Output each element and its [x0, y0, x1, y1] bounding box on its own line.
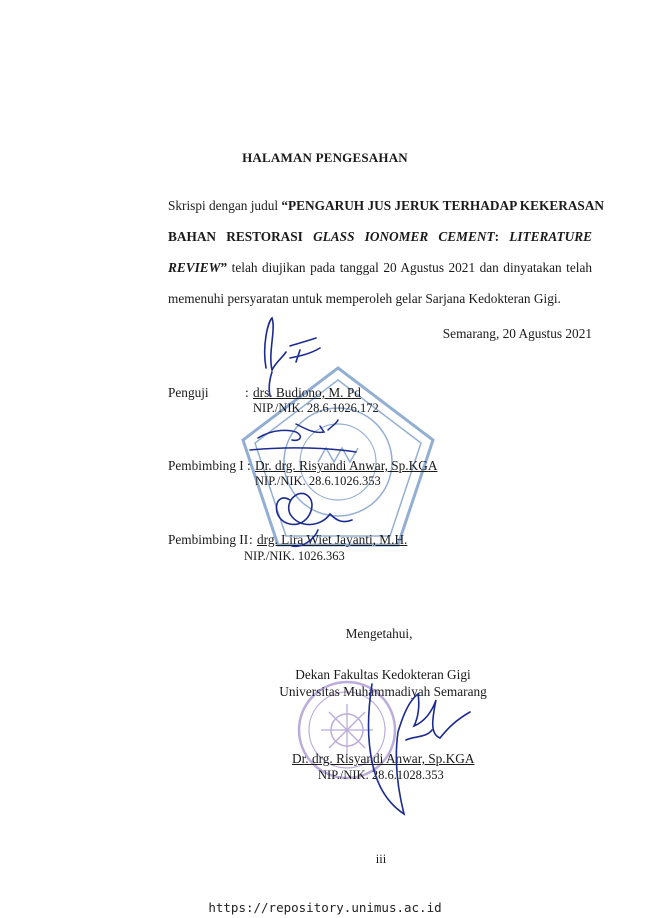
thesis-title-colon: :: [494, 229, 500, 244]
supervisor-2-name: drg. Lira Wiet Jayanti, M.H.: [257, 532, 408, 547]
thesis-title-part-1: “PENGARUH JUS JERUK TERHADAP KEKERASAN: [281, 198, 605, 213]
supervisor-1-label: Pembimbing I: [168, 458, 244, 473]
approval-heading-text: Mengetahui,: [345, 626, 413, 641]
thesis-title-italic-2: LITERATURE: [509, 229, 593, 244]
examiner-nip: NIP./NIK. 28.6.1026.172: [253, 401, 379, 415]
intro-line-1: [168, 190, 605, 221]
page-number: [0, 852, 650, 867]
intro-line-3: [168, 252, 592, 283]
supervisor-2-sep: :: [249, 532, 253, 547]
supervisor-1-sep: :: [247, 458, 251, 473]
supervisor-2-label: Pembimbing II: [168, 532, 249, 547]
intro-line-4: memenuhi persyaratan untuk memperoleh gelar Sarjana Kedokteran Gigi.: [168, 291, 561, 306]
page-title: HALAMAN PENGESAHAN: [242, 150, 408, 165]
dean-name: Dr. drg. Risyandi Anwar, Sp.KGA: [292, 751, 475, 766]
intro-paragraph: [168, 190, 605, 314]
thesis-title-close-quote: ”: [220, 260, 228, 275]
supervisor-2-nip: NIP./NIK. 1026.363: [244, 549, 345, 563]
place-date: Semarang, 20 Agustus 2021: [442, 326, 592, 341]
thesis-title-italic-1: GLASS IONOMER CEMENT: [313, 229, 495, 244]
examiner-name: drs. Budiono, M. Pd: [253, 385, 361, 400]
thesis-title-part-2: BAHAN RESTORASI: [168, 229, 303, 244]
page-number-text: iii: [375, 852, 387, 866]
intro-line-2: [168, 221, 592, 252]
dean-position-line-2: [0, 684, 650, 700]
approval-heading: [0, 626, 650, 642]
intro-prefix: Skrispi dengan judul: [168, 198, 279, 213]
dean-nip: NIP./NIK. 28.6.1028.353: [318, 768, 444, 782]
thesis-title-italic-3: REVIEW: [168, 260, 221, 275]
supervisor-1-name: Dr. drg. Risyandi Anwar, Sp.KGA: [255, 458, 438, 473]
examiner-label: Penguji: [168, 385, 209, 400]
examiner-sep: :: [245, 385, 249, 400]
supervisor-1-nip: NIP./NIK. 28.6.1026.353: [255, 474, 381, 488]
dean-position-2: Universitas Muhammadiyah Semarang: [279, 684, 487, 699]
dean-position-1: Dekan Fakultas Kedokteran Gigi: [295, 667, 471, 682]
dean-position-line-1: [0, 667, 650, 683]
intro-line-3-text: telah diujikan pada tanggal 20 Agustus 2021 dan dinyatakan telah: [227, 260, 592, 275]
footer-url[interactable]: https://repository.unimus.ac.id: [208, 900, 442, 915]
